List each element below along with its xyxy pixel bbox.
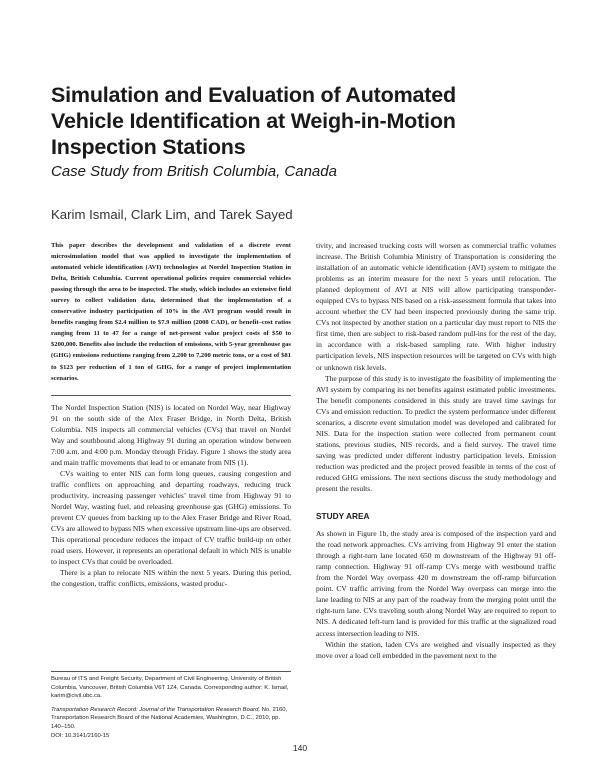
section-heading: STUDY AREA (316, 511, 370, 522)
citation-journal: Transportation Research Record: Journal of the Transportation Research Board, (51, 706, 261, 713)
body-paragraph: CVs waiting to enter NIS can form long queues, causing congestion and traffic conflicts on approaching and departing roadways, reducing truck productivity, increasing passenger vehicles’ travel time from Highway 91 to Nordel Way, wasting fuel, and releasing greenhouse gas (GHG) emissions. To prevent CV queues from backing up to the Alex Fraser Bridge and River Road, CVs are allowed to bypass NIS when excessive upstream line-ups are observed. This operational procedure reduces the impact of CV traffic build-up on other road users. However, it represents an operational default in which NIS is unable to inspect CVs that could be overloaded. (51, 468, 291, 567)
body-paragraph: The purpose of this study is to investigate the feasibility of implementing the AVI system by comparing its net benefits against estimated public investments. The benefit components considered in this study are travel time savings for CVs and emission reduction. To predict the system performance under different scenarios, a discrete event simulation model was developed and calibrated for NIS. Data for the inspection station were collected from permanent count stations, previous studies, NIS records, and a field survey. The travel time saving was predicted under different industry participation levels. Emission reduction was predicted and the project proved feasible in terms of the cost of reduced GHG emissions. The next sections discuss the study methodology and present the results. (316, 373, 556, 494)
body-paragraph: As shown in Figure 1b, the study area is composed of the inspection yard and the road network approaches. CVs arriving from Highway 91 enter the station through a right-turn lane located 650 m downstream of the Highway 91 off-ramp connection. Highway 91 off-ramp CVs merge with westbound traffic from the Nordel Way overpass 420 m downstream the off-ramp bifurcation point. CV traffic arriving from the Nordel Way overpass can merge into the lane leading to NIS at any part of the roadway from the merging point until the right-turn lane. CVs traveling south along Nordel Way are required to report to NIS. A dedicated left-turn land is provided for this traffic at the signalized road access intersection leading to NIS. (316, 529, 556, 638)
page-number: 140 (292, 743, 308, 753)
doi: DOI: 10.3141/2160-15 (51, 732, 110, 739)
citation-details: No. 2160, Transportation Research Board of the National Academies, Washington, D.C., 2010, pp. 140–150. (51, 706, 288, 730)
body-paragraph: tivity, and increased trucking costs will worsen as commercial traffic volumes increase. The British Columbia Ministry of Transportation is considering the installation of an automatic vehicle identification (AVI) system to mitigate the problems as an interim measure for the next 5 years until relocation. The planned deployment of AVI at NIS will allow participating transponder-equipped CVs to bypass NIS based on a risk-assessment formula that takes into account whether the CV had been inspected previously during the same trip. CVs not inspected by another station on a particular day must report to NIS the first time, then are subject to risk-based random pull-ins for the rest of the day, in accordance with a risk-based sampling rate. With higher industry participation levels, NIS inspection resources will be targeted on CVs with high or unknown risk levels. (316, 241, 556, 372)
title-line: Vehicle Identification at Weigh-in-Motion (51, 109, 456, 133)
citation (51, 706, 291, 732)
body-paragraph: There is a plan to relocate NIS within the next 5 years. During this period, the congestion, traffic conflicts, emissions, wasted produc- (51, 568, 291, 589)
author-affiliation: Bureau of ITS and Freight Security, Department of Civil Engineering, University of British Columbia, Vancouver, British Columbia V6T 1Z4, Canada. Corresponding author: K. Ismail, karim@civil.ubc.ca. (51, 676, 289, 700)
title-line: Inspection Stations (51, 135, 246, 159)
footnote-divider (51, 671, 291, 672)
article-title (51, 82, 571, 160)
author-list: Karim Ismail, Clark Lim, and Tarek Sayed (51, 207, 293, 222)
abstract-divider (51, 395, 291, 396)
right-column (316, 240, 556, 661)
body-paragraph: Within the station, laden CVs are weighed and visually inspected as they move over a load cell embedded in the pavement next to the (316, 639, 556, 660)
left-column (51, 240, 291, 589)
title-line: Simulation and Evaluation of Automated (51, 83, 456, 107)
body-paragraph: The Nordel Inspection Station (NIS) is located on Nordel Way, near Highway 91 on the south side of the Alex Fraser Bridge, in North Delta, British Columbia. NIS inspects all commercial vehicles (CVs) that travel on Nordel Way and southbound along Highway 91 during an operation window between 7:00 a.m. and 4:00 p.m. Monday through Friday. Figure 1 shows the study area and main traffic movements that lead to or emanate from NIS (1). (51, 402, 291, 467)
footnote (51, 675, 291, 740)
abstract: This paper describes the development and validation of a discrete event microsimulation model that was applied to investigate the implementation of automated vehicle identification (AVI) technologies at Nordel Inspection Station in Delta, British Columbia. Current operational policies require commercial vehicles passing through the area to be inspected. The study, which includes an extensive field survey to collect validation data, determined that the implementation of a conservative industry participation of 10% in the AVI program would result in benefits ranging from $2.4 million to $7.9 million (2008 CAD), or benefit–cost ratios ranging from 11 to 47 for a range of net-present value project costs of $50 to $200,000. Benefits also include the reduction of emissions, with 5-year greenhouse gas (GHG) emissions reductions ranging from 2,200 to 7,200 metric tons, or a cost of $81 to $123 per reduction of 1 ton of GHG, for a range of project implementation scenarios. (51, 242, 291, 382)
article-subtitle: Case Study from British Columbia, Canada (51, 163, 337, 180)
